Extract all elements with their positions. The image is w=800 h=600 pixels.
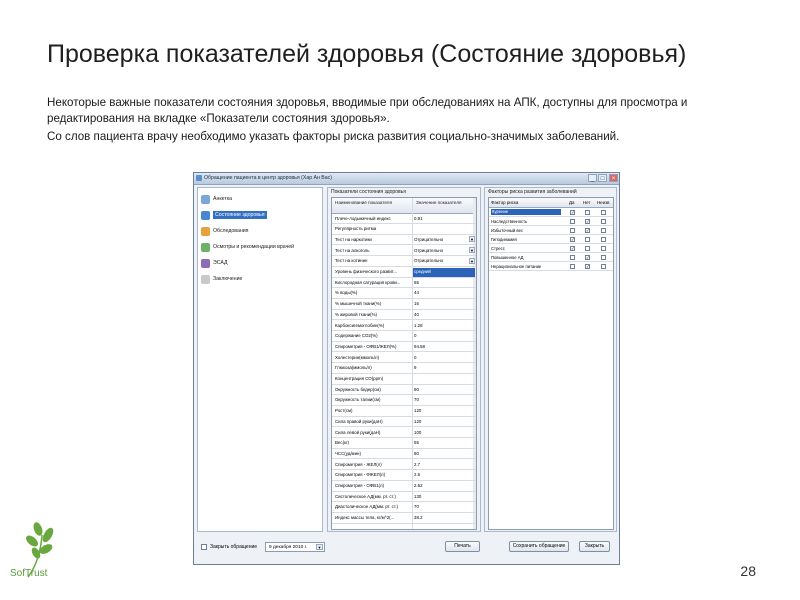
indicator-name: % мышечной ткани(%) [335, 301, 382, 307]
table-row[interactable] [332, 364, 476, 374]
indicator-name: Тест на наркотики [335, 236, 372, 242]
checkbox-yes[interactable] [570, 228, 575, 233]
indicator-name: Окружность бедер(см) [335, 386, 381, 392]
indicators-panel-label: Показатели состояния здоровья [331, 189, 406, 195]
risk-factor-name: Стресс [491, 245, 505, 251]
close-date-picker[interactable] [265, 542, 325, 552]
checkbox-no[interactable]: ✓ [586, 263, 590, 269]
risk-row[interactable] [489, 244, 613, 253]
indicator-value[interactable]: 100 [414, 429, 422, 435]
indicator-value[interactable]: 90 [414, 386, 419, 392]
checkbox-yes[interactable]: ✓ [571, 236, 575, 242]
slide-title: Проверка показателей здоровья (Состояние здоровья) [47, 40, 687, 68]
window-titlebar[interactable] [194, 173, 619, 185]
indicator-value[interactable]: 55 [414, 440, 419, 446]
indicator-name: Глюкоза(ммоль/л) [335, 365, 372, 371]
checkbox-unknown[interactable] [601, 219, 606, 224]
indicator-name: Спирометрия - ОФВ1/ЖЕЛ(%) [335, 343, 397, 349]
indicator-name: Концентрация СО(ppm) [335, 376, 384, 381]
risk-panel-label: Факторы риска развития заболеваний [488, 189, 577, 195]
risk-row[interactable] [489, 253, 613, 262]
table-row[interactable] [332, 460, 476, 470]
indicator-name: Регулярность ритма [335, 226, 377, 232]
section-icon [201, 259, 210, 268]
nav-item[interactable] [200, 194, 318, 206]
column-header-value[interactable]: Значение показателя [416, 200, 462, 205]
checkbox-no[interactable]: ✓ [586, 254, 590, 260]
checkbox-unknown[interactable] [601, 237, 606, 242]
chevron-down-icon[interactable]: ▼ [317, 545, 322, 550]
risk-factors-panel [484, 187, 617, 532]
risk-factor-name: Наследственность [491, 218, 528, 224]
checkbox-no[interactable]: ✓ [586, 218, 590, 224]
print-button[interactable]: Печать [445, 541, 480, 552]
table-row[interactable] [332, 407, 476, 417]
indicator-value[interactable]: Отрицательно [414, 258, 444, 264]
indicator-value[interactable]: 70 [414, 397, 419, 403]
close-case-checkbox[interactable] [201, 544, 207, 550]
indicator-value[interactable]: 1.28 [414, 322, 423, 328]
indicator-value[interactable]: 0 [414, 333, 417, 339]
table-row[interactable] [332, 235, 476, 245]
section-icon [201, 227, 210, 236]
risk-row[interactable] [489, 262, 613, 271]
indicator-name: Тест на котинин [335, 258, 368, 264]
section-nav [197, 187, 323, 532]
table-row[interactable] [332, 514, 476, 524]
nav-item[interactable] [200, 226, 318, 238]
checkbox-yes[interactable]: ✓ [571, 245, 575, 251]
table-row[interactable] [332, 375, 476, 385]
table-row[interactable] [332, 289, 476, 299]
risk-factor-name: Повышенное АД [491, 254, 524, 260]
risk-row[interactable] [489, 235, 613, 244]
table-row[interactable] [332, 503, 476, 513]
table-row[interactable] [332, 321, 476, 331]
table-row[interactable] [332, 257, 476, 267]
risk-row[interactable] [489, 208, 613, 217]
indicator-name: % жировой ткани(%) [335, 311, 377, 317]
chevron-down-icon[interactable]: ▼ [470, 258, 474, 264]
table-row[interactable] [332, 214, 476, 224]
indicator-value[interactable]: 2.62 [414, 483, 423, 488]
nav-item-label: Заключение [213, 276, 243, 282]
window-title: Обращение пациента в центр здоровья (Хар Ан Вас) [204, 175, 332, 181]
table-row[interactable] [332, 342, 476, 352]
risk-factors-grid [488, 197, 614, 530]
table-row[interactable] [332, 482, 476, 492]
indicator-value[interactable]: 120 [414, 408, 422, 414]
checkbox-yes[interactable]: ✓ [571, 209, 575, 215]
bottom-bar [197, 535, 616, 561]
nav-item[interactable] [200, 242, 318, 254]
column-header-unknown[interactable]: Неизв [597, 200, 610, 205]
table-row[interactable] [332, 396, 476, 406]
indicator-name: Тест на алкоголь [335, 247, 370, 253]
indicator-value[interactable]: 2.7 [414, 461, 421, 467]
indicator-value[interactable]: 2.6 [414, 472, 421, 478]
column-header-yes[interactable]: Да [569, 200, 575, 205]
indicator-value[interactable]: 44 [414, 290, 419, 296]
risk-row[interactable] [489, 217, 613, 226]
indicator-value[interactable]: 80 [414, 450, 419, 456]
table-row[interactable] [332, 268, 476, 278]
risk-factor-name: Избыточный вес [491, 227, 524, 233]
indicator-value[interactable]: 94.58 [414, 343, 425, 349]
section-icon [201, 275, 210, 284]
indicator-name: Диастолическое АД(мм. рт. ст.) [335, 504, 399, 510]
table-row[interactable] [332, 225, 476, 235]
table-row[interactable] [332, 417, 476, 427]
indicator-name: ЧСС(уд/мин) [335, 450, 361, 456]
table-row[interactable] [332, 439, 476, 449]
risk-grid-header [489, 198, 613, 208]
checkbox-yes[interactable] [570, 255, 575, 260]
table-row[interactable] [332, 449, 476, 459]
indicator-value[interactable]: 38.2 [414, 515, 423, 521]
table-row[interactable] [332, 492, 476, 502]
table-row[interactable] [332, 471, 476, 481]
maximize-button[interactable]: □ [598, 174, 607, 182]
indicator-name: Сила левой руки(даН) [335, 429, 381, 435]
indicator-name: Холестерин(ммоль/л) [335, 354, 380, 360]
indicator-name: Спирометрия - ОФВ1(л) [335, 483, 384, 488]
indicators-grid-header [332, 198, 476, 214]
risk-row[interactable] [489, 226, 613, 235]
close-date-value: 9 декабря 2010 г. [269, 545, 308, 550]
app-icon [196, 175, 202, 181]
checkbox-unknown[interactable] [601, 264, 606, 269]
indicator-name: Кислородная сатурация крови... [335, 279, 401, 285]
nav-item-label: ЭСАД [213, 260, 228, 266]
indicator-name: Сила правой руки(даН) [335, 418, 383, 424]
close-button[interactable]: Закрыть [579, 541, 610, 552]
indicator-name: Окружность талии(см) [335, 397, 381, 403]
close-case-label: Закрыть обращение [210, 544, 258, 550]
column-header-no[interactable]: Нет [583, 200, 591, 205]
checkbox-unknown[interactable] [601, 246, 606, 251]
indicator-name: % воды(%) [335, 290, 358, 296]
checkbox-yes[interactable] [570, 264, 575, 269]
risk-factor-name: Гиподинамия [491, 236, 517, 242]
indicator-name: Содержание СО2(%) [335, 333, 378, 339]
indicator-name: Индекс массы тела, кг/м^2(... [335, 515, 395, 521]
column-header-risk-factor[interactable]: Фактор риска [491, 200, 519, 205]
table-row[interactable] [332, 353, 476, 363]
table-row[interactable] [332, 428, 476, 438]
app-window [193, 172, 620, 565]
table-row[interactable] [332, 278, 476, 288]
nav-item[interactable] [200, 274, 318, 286]
indicator-value[interactable]: средний [414, 269, 431, 274]
checkbox-yes[interactable] [570, 219, 575, 224]
risk-factor-name: Курение [491, 209, 561, 215]
indicator-value[interactable]: 0 [414, 354, 417, 360]
nav-item-label: Обследования [213, 228, 249, 234]
table-row[interactable] [332, 332, 476, 342]
indicator-value[interactable]: Отрицательно [414, 247, 444, 253]
indicator-name: Уровень физического развит... [335, 269, 397, 274]
indicator-value[interactable]: 16 [414, 301, 419, 307]
nav-item-label: Осмотры и рекомендации врачей [213, 244, 295, 250]
minimize-button[interactable]: _ [588, 174, 597, 182]
indicator-value[interactable]: 65 [414, 279, 419, 285]
save-case-button[interactable]: Сохранить обращение [509, 541, 569, 552]
risk-paragraph: Со слов пациента врачу необходимо указать факторы риска развития социально-значимых заболеваний. [47, 130, 620, 143]
indicator-value[interactable]: 40 [414, 311, 419, 317]
table-row[interactable] [332, 385, 476, 395]
checkbox-no[interactable]: ✓ [586, 227, 590, 233]
indicator-name: Плече-лодыжечный индекс [335, 215, 391, 221]
page-number: 28 [740, 563, 756, 579]
nav-item-label: Анкетка [213, 196, 233, 202]
indicator-name: Спирометрия - ЖЕЛ(л) [335, 461, 382, 467]
checkbox-no[interactable] [585, 210, 590, 215]
indicators-grid [331, 197, 477, 530]
checkbox-no[interactable] [585, 246, 590, 251]
nav-item[interactable] [200, 258, 318, 270]
table-row[interactable] [332, 310, 476, 320]
checkbox-unknown[interactable] [601, 255, 606, 260]
indicator-name: Вес(кг) [335, 440, 350, 446]
close-window-button[interactable]: × [609, 174, 618, 182]
section-icon [201, 243, 210, 252]
indicator-value[interactable]: 70 [414, 504, 419, 510]
indicator-value[interactable]: 120 [414, 418, 422, 424]
logo-text: SofTrust [10, 568, 48, 579]
table-row[interactable] [332, 246, 476, 256]
risk-factor-name: Нерациональное питание [491, 263, 542, 269]
checkbox-unknown[interactable] [601, 210, 606, 215]
indicators-panel [327, 187, 481, 532]
nav-item-label: Состояние здоровья [215, 212, 265, 218]
nav-item[interactable] [200, 210, 318, 222]
column-header-name[interactable]: Наименование показателя [335, 200, 392, 205]
chevron-down-icon[interactable]: ▼ [470, 237, 474, 243]
indicator-value[interactable]: Отрицательно [414, 236, 444, 242]
indicator-value[interactable]: 9 [414, 365, 417, 371]
table-row[interactable] [332, 300, 476, 310]
intro-paragraph: Некоторые важные показатели состояния здоровья, вводимые при обследованиях на АПК, доступны для просмотра и редактирования на вкладке «Показатели состояния здоровья». [47, 96, 688, 125]
checkbox-no[interactable] [585, 237, 590, 242]
indicator-name: Рост(см) [335, 408, 353, 414]
chevron-down-icon[interactable]: ▼ [470, 248, 474, 254]
section-icon [201, 195, 210, 204]
indicator-name: Систолическое АД(мм. рт. ст.) [335, 493, 396, 499]
section-icon [201, 211, 210, 220]
indicator-name: Спирометрия - ФЖЕЛ(л) [335, 472, 386, 478]
checkbox-unknown[interactable] [601, 228, 606, 233]
indicator-name: Карбоксигемоглобин(%) [335, 322, 385, 328]
indicator-value[interactable]: 130 [414, 493, 422, 499]
indicator-value[interactable]: 0.91 [414, 215, 423, 221]
